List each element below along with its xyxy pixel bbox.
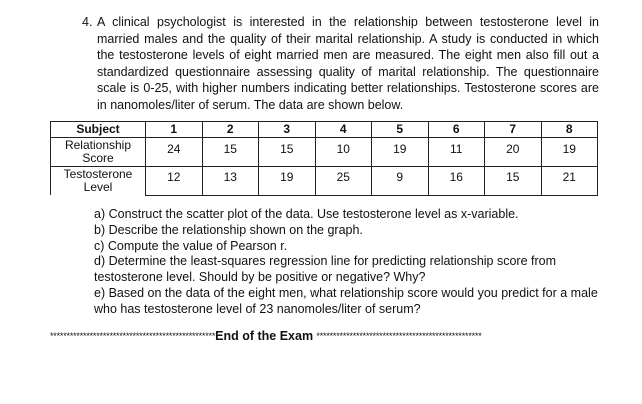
subject-cell: 7: [485, 122, 542, 138]
row-label-testosterone: Testosterone Level: [51, 167, 146, 196]
part-a: a) Construct the scatter plot of the data. Use testosterone level as x-variable.: [94, 207, 519, 221]
subject-cell: 2: [202, 122, 259, 138]
header-label: Subject: [51, 122, 146, 138]
question-parts: [94, 207, 602, 318]
end-of-exam-text: End of the Exam: [215, 329, 314, 343]
table-cell: 25: [315, 167, 372, 196]
table-cell: 16: [428, 167, 485, 196]
question-text: A clinical psychologist is interested in the relationship between testosterone level in married males and the quality of their marital relationship. A study is conducted in which the testosterone levels of eight married men are measured. The eight men also fill out a standardized questionnaire assessing quality of marital relationship. The questionnaire scale is 0-25, with higher numbers indicating better relationships. Testosterone scores are in nanomoles/liter of serum. The data are shown below.: [97, 15, 599, 112]
table-cell: 24: [146, 138, 203, 167]
data-table: [50, 121, 598, 196]
part-d: d) Determine the least-squares regression line for predicting relationship score from testosterone level. Should by be positive or negative? Why?: [94, 254, 557, 285]
subject-cell: 1: [146, 122, 203, 138]
table-cell: 9: [372, 167, 429, 196]
table-cell: 10: [315, 138, 372, 167]
subject-cell: 4: [315, 122, 372, 138]
end-of-exam-line: [50, 328, 600, 344]
table-cell: 21: [541, 167, 598, 196]
table-cell: 20: [485, 138, 542, 167]
table-header-row: [51, 122, 598, 138]
stars-right: **************************************************: [316, 331, 482, 341]
subject-cell: 3: [259, 122, 316, 138]
table-cell: 19: [372, 138, 429, 167]
table-cell: 13: [202, 167, 259, 196]
stars-left: **************************************************: [50, 331, 216, 341]
table-cell: 15: [259, 138, 316, 167]
table-row-testosterone: [51, 167, 598, 196]
part-c: c) Compute the value of Pearson r.: [94, 238, 288, 253]
part-e: e) Based on the data of the eight men, what relationship score would you predict for a male who has testosterone level of 23 nanomoles/liter of serum?: [94, 285, 598, 316]
subject-cell: 6: [428, 122, 485, 138]
table-cell: 19: [259, 167, 316, 196]
table-cell: 11: [428, 138, 485, 167]
subject-cell: 8: [541, 122, 598, 138]
table-cell: 19: [541, 138, 598, 167]
question-number: 4.: [82, 15, 93, 29]
table-row-relationship: [51, 138, 598, 167]
table-cell: 15: [485, 167, 542, 196]
row-label-relationship: Relationship Score: [51, 138, 146, 167]
subject-cell: 5: [372, 122, 429, 138]
part-b: b) Describe the relationship shown on the graph.: [94, 222, 363, 237]
table-cell: 15: [202, 138, 259, 167]
table-cell: 12: [146, 167, 203, 196]
